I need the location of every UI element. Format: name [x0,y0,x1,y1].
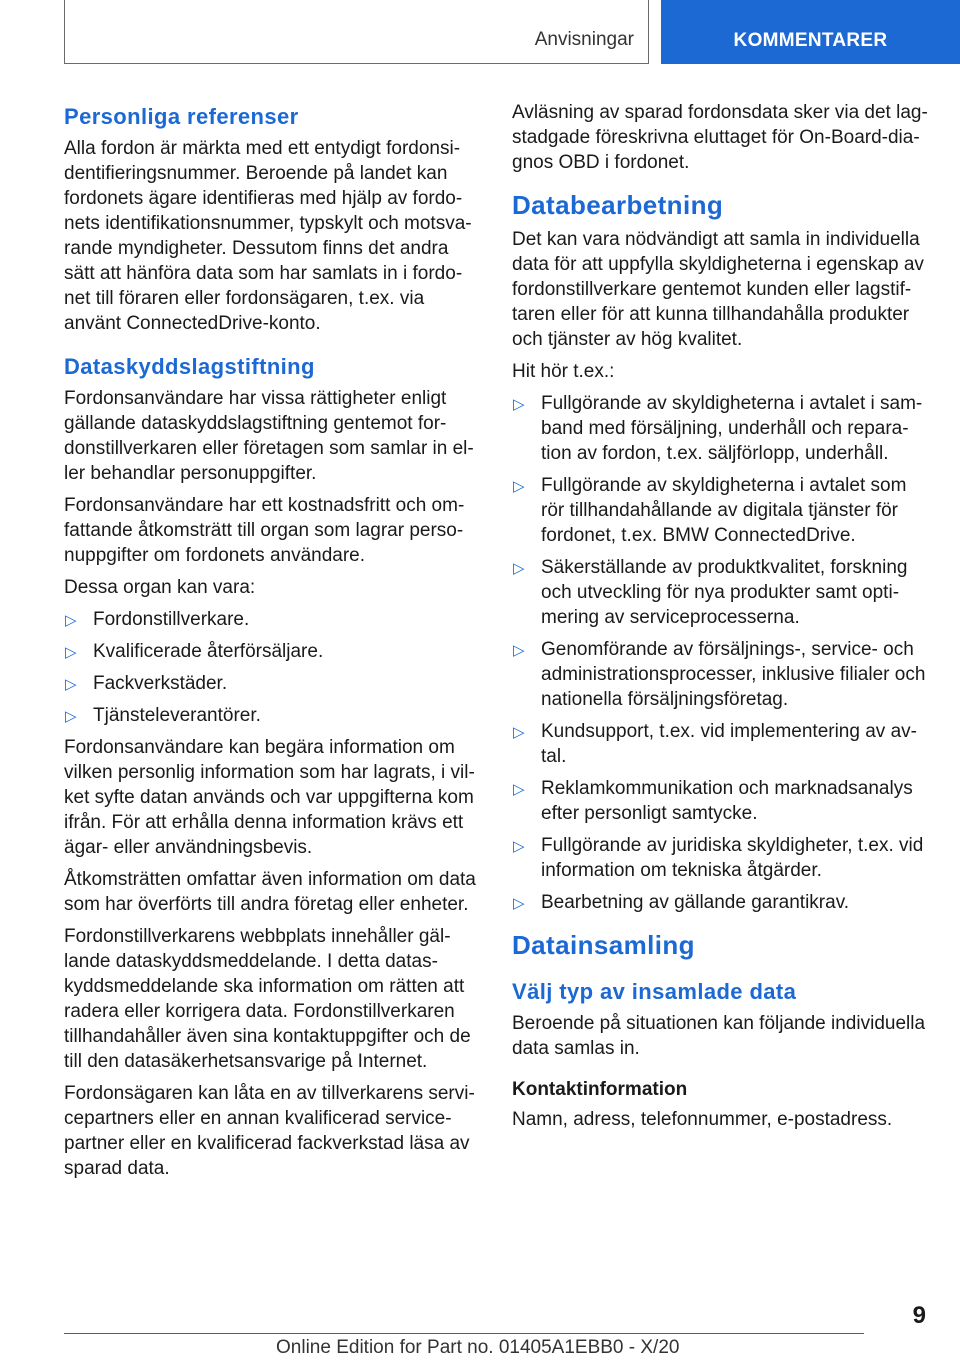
tab-kommentarer-label: KOMMENTARER [733,30,888,51]
header-section-box [64,0,649,64]
processing-list [512,391,928,915]
list-item [512,637,928,712]
triangle-bullet-icon: ▷ [513,396,525,413]
paragraph: Fordonsanvändare kan begära information om vilken personlig information som har lagrats, i vilket syfte datan används och var uppgifterna kom ifrån. För att erhålla denna information krävs ett ägar- eller användningsbevis. [64,737,475,858]
paragraph: Fordonsanvändare har vissa rättigheter enligt gällande dataskyddslagstiftning gentemot fordonstillverkaren eller företagen som samlar in eller behandlar personuppgifter. [64,388,474,484]
heading-personliga-referenser: Personliga referenser [64,104,299,129]
paragraph: Dessa organ kan vara: [64,577,256,598]
footer-edition: Online Edition for Part no. 01405A1EBB0 - X/20 [276,1337,680,1358]
right-column [512,100,928,1139]
triangle-bullet-icon: ▷ [513,781,525,798]
paragraph: Beroende på situationen kan följande individuella data samlas in. [512,1013,926,1059]
list-item-text: Fullgörande av skyldigheterna i avtalet som rör tillhandahållande av digitala tjänster för fordonet, t.ex. BMW ConnectedDrive. [541,475,907,546]
paragraph: Avläsning av sparad fordonsdata sker via det lagstadgade föreskrivna eluttaget för On-Board-diagnos OBD i fordonet. [512,102,928,173]
paragraph: Alla fordon är märkta med ett entydigt fordonsidentifieringsnummer. Beroende på landet kan fordonets ägare identifieras med hjälp av fordonets identifikationsnummer, typskylt och motsvarande myndigheter. Dessutom finns det andra sätt att hänföra data som har samlats in i fordonet till föraren eller fordonsägaren, t.ex. via använt ConnectedDrive-konto. [64,138,472,334]
heading-dataskyddslagstiftning: Dataskyddslagstiftning [64,354,315,379]
triangle-bullet-icon: ▷ [513,724,525,741]
list-item [64,607,480,632]
paragraph: Hit hör t.ex.: [512,361,615,382]
paragraph: Namn, adress, telefonnummer, e-postadress. [512,1109,893,1130]
tab-kommentarer[interactable] [661,0,960,64]
paragraph: Åtkomsträtten omfattar även information om data som har överförts till andra företag eller enheter. [64,869,476,915]
triangle-bullet-icon: ▷ [65,676,77,693]
list-item [512,391,928,466]
list-item [512,473,928,548]
left-column [64,100,480,1188]
triangle-bullet-icon: ▷ [513,478,525,495]
list-item-text: Reklamkommunikation och marknadsanalys efter personligt samtycke. [541,778,913,824]
list-item [64,639,480,664]
footer-divider [64,1333,864,1334]
list-item [512,776,928,826]
list-item [512,555,928,630]
heading-valj-typ: Välj typ av insamlade data [512,979,797,1004]
organ-list [64,607,480,728]
list-item-text: Säkerställande av produktkvalitet, forskning och utveckling för nya produkter samt optimering av serviceprocesserna. [541,557,908,628]
page-number: 9 [912,1302,926,1329]
triangle-bullet-icon: ▷ [513,838,525,855]
triangle-bullet-icon: ▷ [65,612,77,629]
list-item [64,671,480,696]
list-item-text: Kundsupport, t.ex. vid implementering av avtal. [541,721,917,767]
paragraph: Fordonsägaren kan låta en av tillverkarens servicepartners eller en annan kvalificerad servicepartner eller en kvalificerad fackverkstad läsa av sparad data. [64,1083,475,1179]
list-item-text: Fullgörande av skyldigheterna i avtalet i samband med försäljning, underhåll och reparation av fordon, t.ex. säljförlopp, underhåll. [541,393,923,464]
list-item-text: Kvalificerade återförsäljare. [93,641,324,662]
section-label: Anvisningar [534,29,634,50]
list-item [512,719,928,769]
list-item-text: Fordonstillverkare. [93,609,250,630]
list-item [512,833,928,883]
triangle-bullet-icon: ▷ [513,560,525,577]
heading-kontaktinformation: Kontaktinformation [512,1079,688,1100]
paragraph: Det kan vara nödvändigt att samla in individuella data för att uppfylla skyldigheterna i egenskap av fordonstillverkare gentemot kunden eller lagstiftaren eller för att kunna tillhandahålla produkter och tjänster av hög kvalitet. [512,229,924,350]
paragraph: Fordonstillverkarens webbplats innehåller gällande dataskyddsmeddelande. I detta dataskyddsmeddelande ska information om rätten att radera eller korrigera data. Fordonstillverkaren tillhandahåller även sina kontaktuppgifter och de till den datasäkerhetsansvarige på Internet. [64,926,471,1072]
list-item-text: Fackverkstäder. [93,673,228,694]
triangle-bullet-icon: ▷ [65,644,77,661]
list-item-text: Genomförande av försäljnings-, service- och administrationsprocesser, inklusive filialer och nationella försäljningsföretag. [541,639,926,710]
triangle-bullet-icon: ▷ [513,895,525,912]
list-item-text: Tjänsteleverantörer. [93,705,261,726]
paragraph: Fordonsanvändare har ett kostnadsfritt och omfattande åtkomsträtt till organ som lagrar personuppgifter om fordonets användare. [64,495,465,566]
heading-datainsamling: Datainsamling [512,930,695,960]
list-item [512,890,928,915]
triangle-bullet-icon: ▷ [513,642,525,659]
list-item-text: Bearbetning av gällande garantikrav. [541,892,850,913]
heading-databearbetning: Databearbetning [512,190,724,220]
list-item [64,703,480,728]
triangle-bullet-icon: ▷ [65,708,77,725]
list-item-text: Fullgörande av juridiska skyldigheter, t.ex. vid information om tekniska åtgärder. [541,835,924,881]
